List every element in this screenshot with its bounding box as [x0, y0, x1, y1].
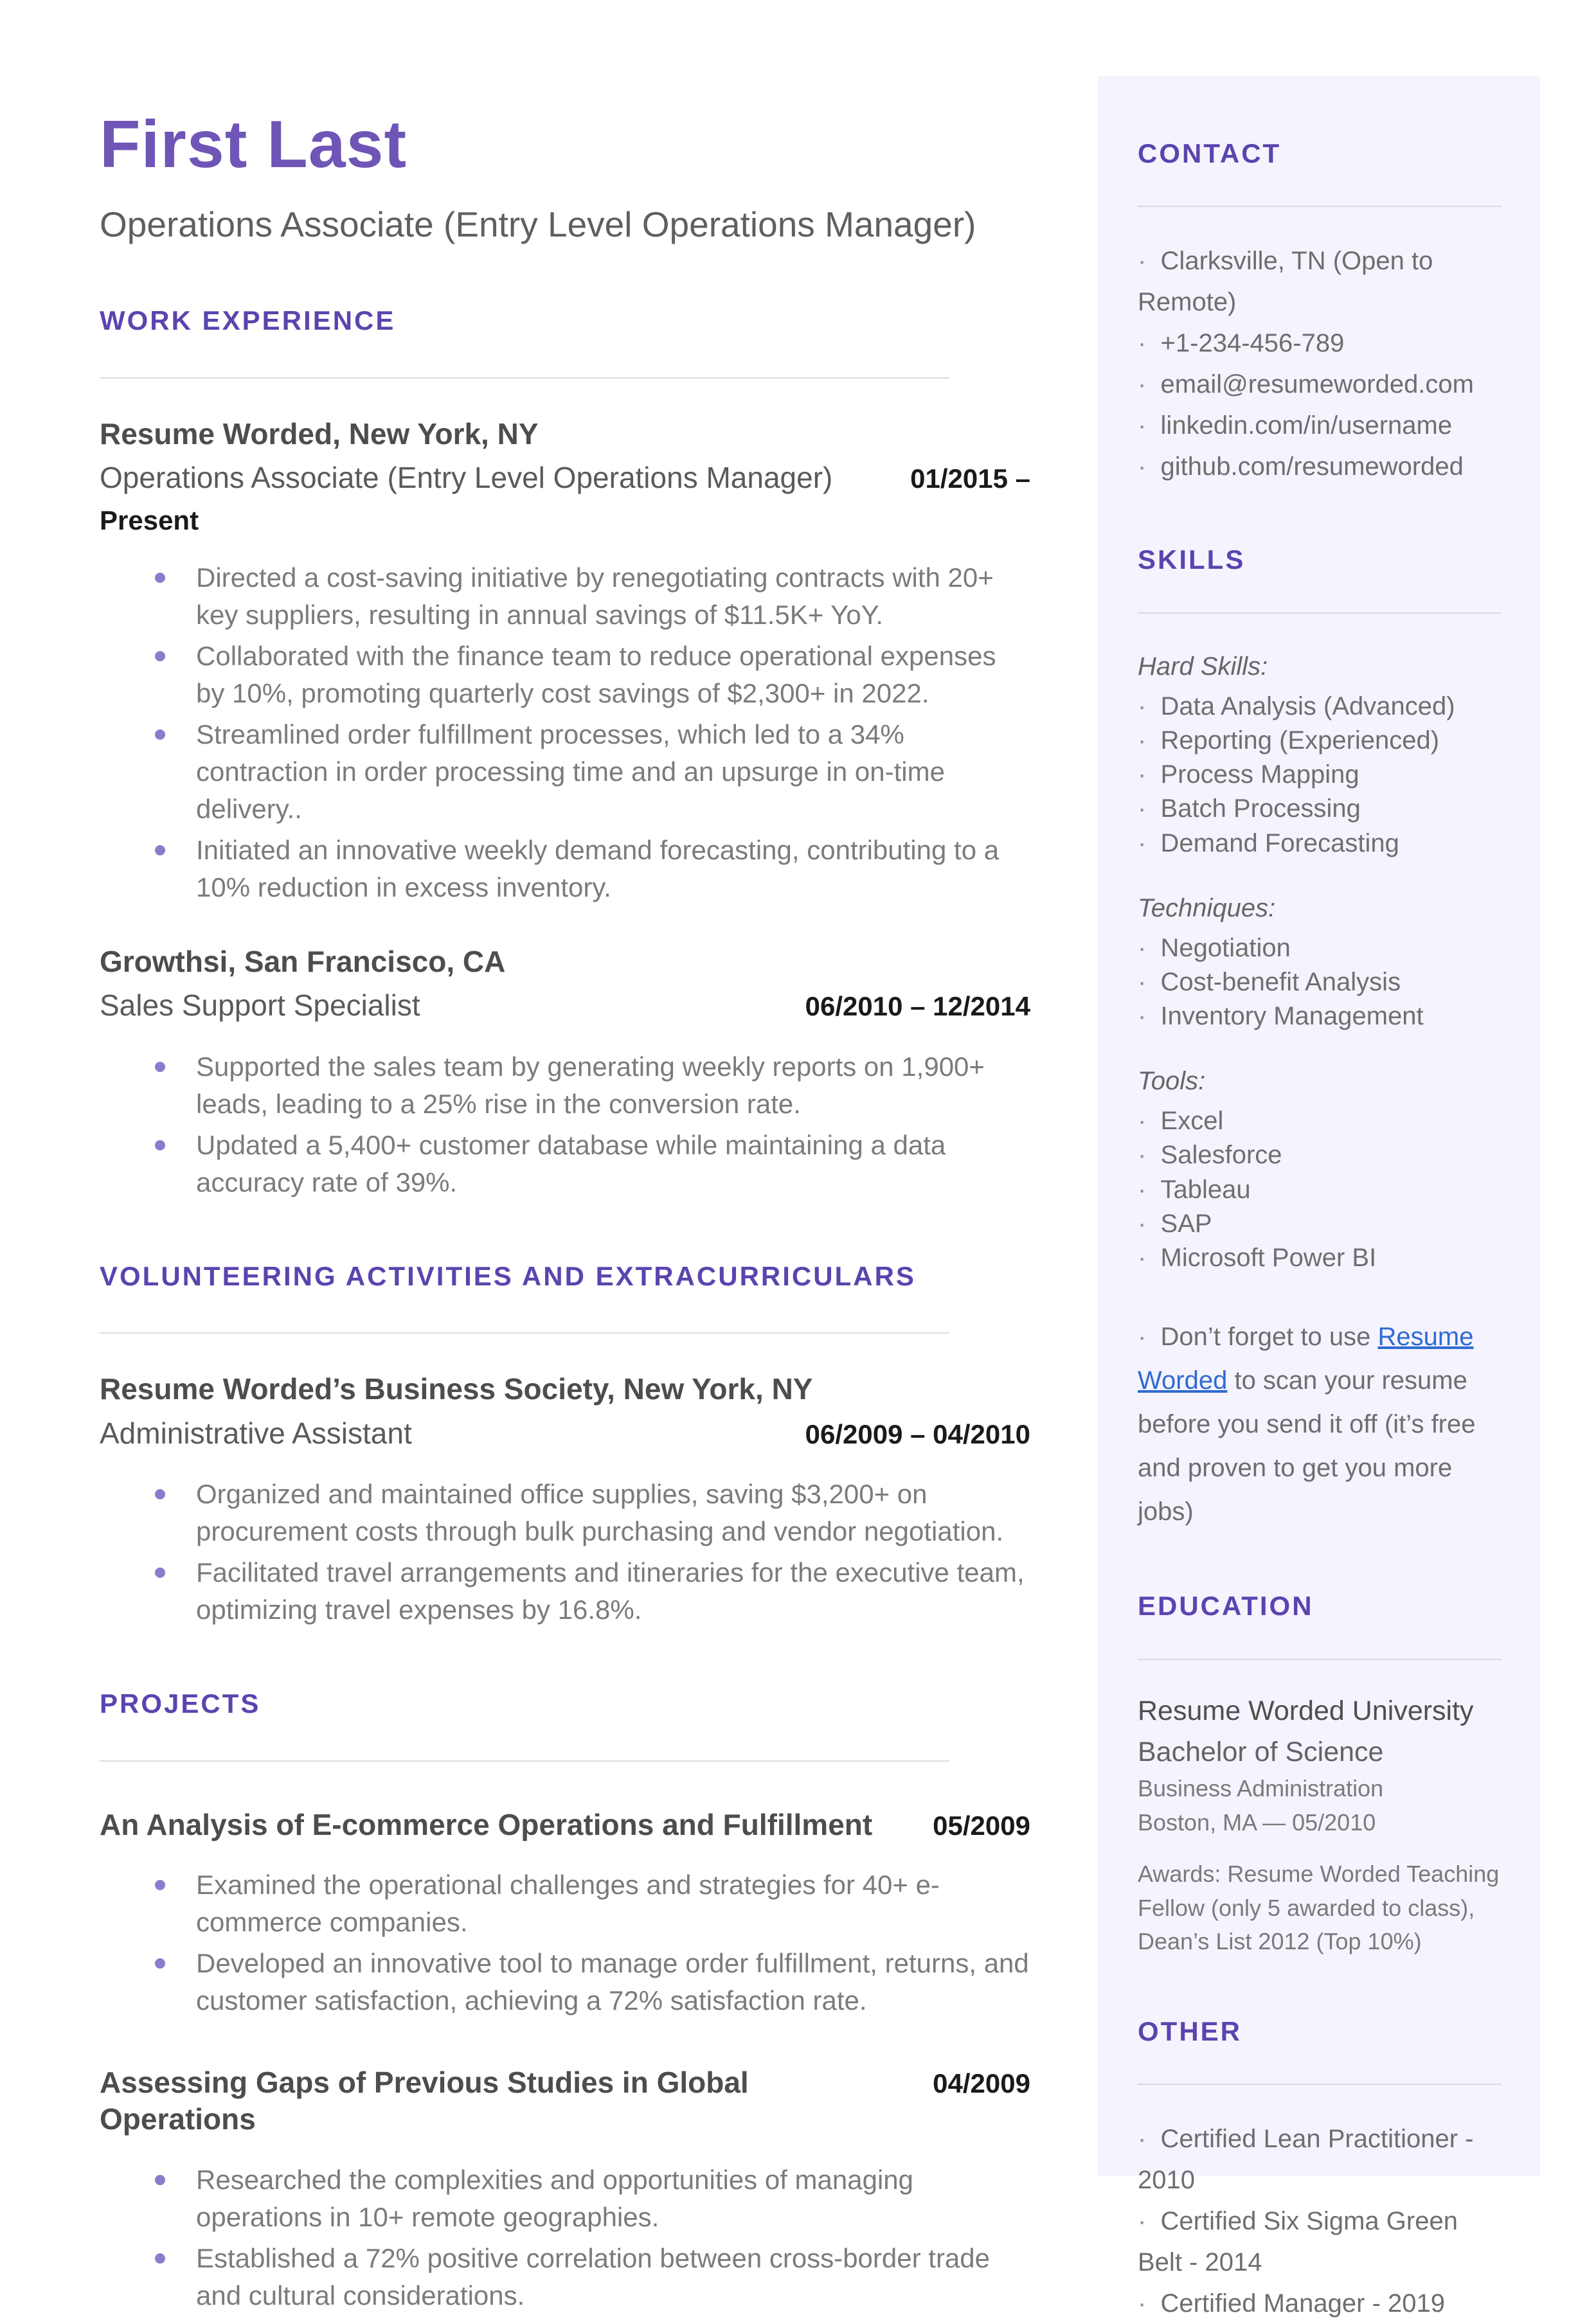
skill-group-label: Hard Skills:: [1138, 652, 1268, 681]
candidate-name: First Last: [100, 107, 408, 182]
job-role: Administrative Assistant: [100, 1416, 412, 1450]
skill-item: · Tableau: [1138, 1173, 1502, 1207]
job-role: Sales Support Specialist: [100, 988, 420, 1023]
education-major: Business Administration: [1138, 1775, 1384, 1802]
divider: [100, 1760, 949, 1762]
project-entry: [100, 1807, 1030, 2019]
job-company: Resume Worded’s Business Society, New York, NY: [100, 1372, 813, 1406]
divider: [100, 1332, 949, 1334]
education-school: Resume Worded University: [1138, 1695, 1474, 1726]
job-entry: [100, 943, 1030, 1201]
skill-item: · Inventory Management: [1138, 999, 1502, 1033]
bullet-item: Collaborated with the finance team to reduce operational expenses by 10%, promoting quarterly cost savings of $2,300+ in 2022.: [100, 638, 1030, 712]
resume-worded-link[interactable]: Resume Worded: [1138, 1323, 1474, 1395]
skill-list: [1138, 690, 1502, 861]
skill-item: · Data Analysis (Advanced): [1138, 690, 1502, 724]
contact-item-phone: · +1-234-456-789: [1138, 323, 1502, 364]
project-title: Assessing Gaps of Previous Studies in Global Operations: [100, 2065, 749, 2136]
job-date: 01/2015 –: [910, 463, 1030, 494]
job-date: 06/2009 – 04/2010: [805, 1418, 1030, 1449]
section-heading-work-experience: WORK EXPERIENCE: [100, 305, 396, 336]
skill-list: [1138, 1104, 1502, 1275]
project-title: An Analysis of E-commerce Operations and Fulfillment: [100, 1807, 873, 1841]
skill-item: · Negotiation: [1138, 931, 1502, 965]
bullet-item: Updated a 5,400+ customer database while maintaining a data accuracy rate of 39%.: [100, 1127, 1030, 1201]
project-entry: [100, 2064, 1030, 2314]
skill-item: · Batch Processing: [1138, 792, 1502, 826]
note-prefix: · Don’t forget to use: [1138, 1323, 1378, 1351]
skill-list: [1138, 931, 1502, 1034]
sidebar-heading-education: EDUCATION: [1138, 1591, 1314, 1622]
job-bullet-list: [100, 559, 1030, 906]
section-heading-projects: PROJECTS: [100, 1688, 261, 1719]
bullet-item: Researched the complexities and opportunities of managing operations in 10+ remote geographies.: [100, 2161, 1030, 2236]
skill-item: · SAP: [1138, 1207, 1502, 1241]
job-entry: [100, 416, 1030, 906]
contact-item-location: · Clarksville, TN (Open to Remote): [1138, 240, 1502, 323]
bullet-item: Directed a cost-saving initiative by renegotiating contracts with 20+ key suppliers, resulting in annual savings of $11.5K+ YoY.: [100, 559, 1030, 634]
contact-item-github: · github.com/resumeworded: [1138, 446, 1502, 487]
skill-item: · Reporting (Experienced): [1138, 724, 1502, 758]
contact-item-email: · email@resumeworded.com: [1138, 364, 1502, 405]
note-suffix: to scan your resume before you send it off (it’s free and proven to get you more jobs): [1138, 1366, 1476, 1526]
bullet-item: Examined the operational challenges and strategies for 40+ e-commerce companies.: [100, 1866, 1030, 1941]
sidebar-heading-other: OTHER: [1138, 2016, 1242, 2046]
divider: [1138, 206, 1502, 207]
certification-item: · Certified Six Sigma Green Belt - 2014: [1138, 2201, 1502, 2283]
sidebar: [1098, 76, 1540, 2318]
bullet-item: Initiated an innovative weekly demand forecasting, contributing to a 10% reduction in excess inventory.: [100, 832, 1030, 906]
candidate-title: Operations Associate (Entry Level Operations Manager): [100, 204, 976, 245]
certification-item: · Certified Manager - 2019: [1138, 2283, 1502, 2324]
volunteering-entry: [100, 1371, 1030, 1629]
skill-group-label: Techniques:: [1138, 893, 1276, 922]
job-role-row: [100, 1415, 1030, 1453]
contact-item-linkedin: · linkedin.com/in/username: [1138, 405, 1502, 446]
resume-worded-note: [1138, 1315, 1502, 1533]
bullet-item: Streamlined order fulfillment processes, which led to a 34% contraction in order processing time and an upsurge in on-time delivery..: [100, 716, 1030, 828]
job-role-row: [100, 459, 1030, 497]
job-role-row: [100, 987, 1030, 1025]
divider: [1138, 2084, 1502, 2085]
main-column: [100, 108, 1030, 2314]
skill-item: · Excel: [1138, 1104, 1502, 1138]
project-title-row: [100, 2064, 1030, 2138]
section-heading-volunteering: VOLUNTEERING ACTIVITIES AND EXTRACURRICULARS: [100, 1260, 916, 1291]
skill-group-label: Tools:: [1138, 1067, 1206, 1096]
bullet-item: Established a 72% positive correlation between cross-border trade and cultural considerations.: [100, 2240, 1030, 2314]
certification-item: · Certified Lean Practitioner - 2010: [1138, 2118, 1502, 2201]
sidebar-heading-skills: SKILLS: [1138, 544, 1246, 575]
project-bullet-list: [100, 1866, 1030, 2019]
skill-item: · Salesforce: [1138, 1138, 1502, 1172]
education-location-date: Boston, MA — 05/2010: [1138, 1809, 1376, 1836]
project-date: 04/2009: [933, 2068, 1030, 2098]
skill-item: · Cost-benefit Analysis: [1138, 965, 1502, 999]
sidebar-heading-contact: CONTACT: [1138, 138, 1282, 168]
job-company: Growthsi, San Francisco, CA: [100, 944, 506, 978]
divider: [1138, 1659, 1502, 1660]
bullet-item: Developed an innovative tool to manage order fulfillment, returns, and customer satisfaction, achieving a 72% satisfaction rate.: [100, 1945, 1030, 2019]
project-title-row: [100, 1807, 1030, 1844]
bullet-item: Organized and maintained office supplies, saving $3,200+ on procurement costs through bulk purchasing and vendor negotiation.: [100, 1476, 1030, 1550]
job-company: Resume Worded, New York, NY: [100, 416, 539, 451]
skill-item: · Microsoft Power BI: [1138, 1241, 1502, 1275]
job-date-continued: Present: [100, 505, 199, 536]
skill-item: · Process Mapping: [1138, 758, 1502, 792]
project-date: 05/2009: [933, 1810, 1030, 1841]
certification-list: [1138, 2118, 1502, 2324]
job-role: Operations Associate (Entry Level Operations Manager): [100, 461, 833, 495]
skill-item: · Demand Forecasting: [1138, 827, 1502, 861]
bullet-item: Supported the sales team by generating weekly reports on 1,900+ leads, leading to a 25% rise in the conversion rate.: [100, 1048, 1030, 1123]
divider: [100, 377, 949, 379]
divider: [1138, 612, 1502, 614]
project-bullet-list: [100, 2161, 1030, 2314]
job-date: 06/2010 – 12/2014: [805, 991, 1030, 1022]
bullet-item: Facilitated travel arrangements and itineraries for the executive team, optimizing travel expenses by 16.8%.: [100, 1554, 1030, 1629]
education-degree: Bachelor of Science: [1138, 1736, 1384, 1767]
job-bullet-list: [100, 1048, 1030, 1201]
job-bullet-list: [100, 1476, 1030, 1629]
contact-list: [1138, 240, 1502, 487]
education-awards: Awards: Resume Worded Teaching Fellow (only 5 awarded to class), Dean’s List 2012 (Top 10%): [1138, 1860, 1500, 1955]
